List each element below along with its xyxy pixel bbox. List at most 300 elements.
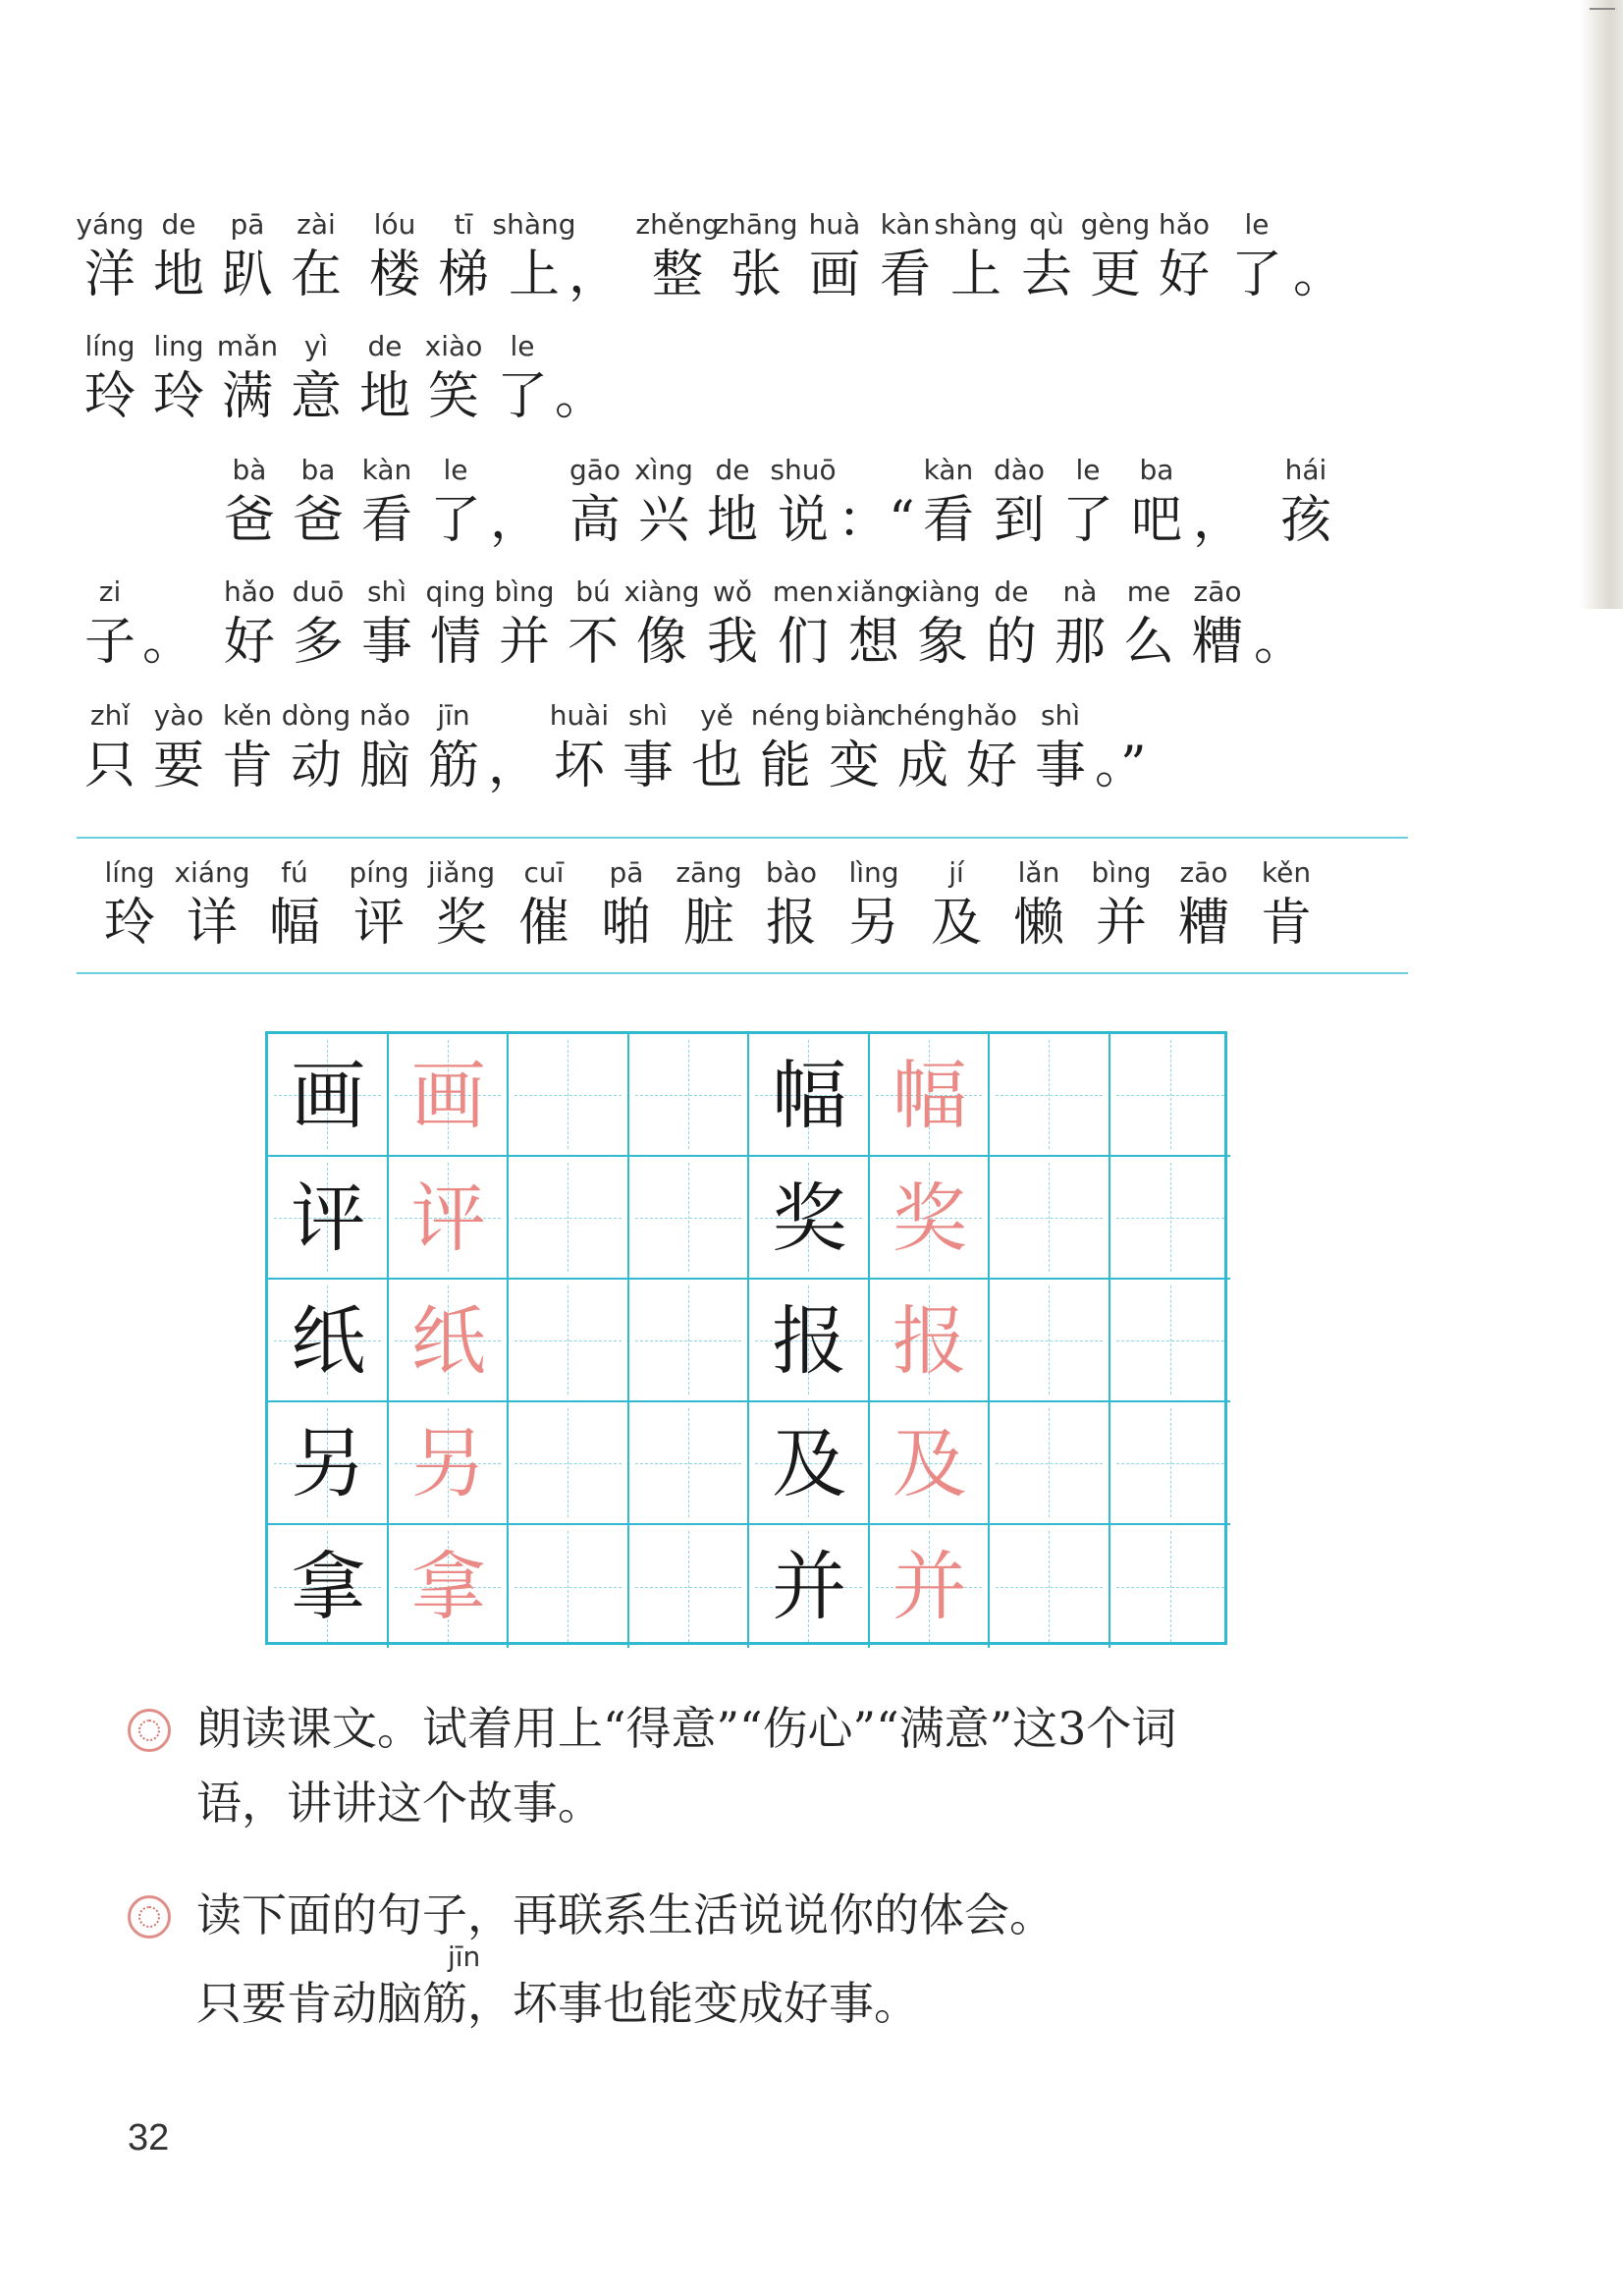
char-cell: [492, 208, 576, 346]
char-cell: [714, 208, 798, 346]
pinyin: yě: [700, 699, 733, 732]
hanzi: 事: [622, 737, 674, 795]
pinyin: de: [161, 208, 196, 241]
pinyin: mǎn: [216, 330, 279, 362]
grid-cell: [629, 1402, 750, 1525]
exercise-2-line2: 只要肯动脑筋，坏事也能变成好事。: [196, 1977, 919, 2030]
grid-cell: [389, 1525, 510, 1648]
char-cell: [142, 575, 211, 713]
hanzi: 了: [1061, 491, 1113, 550]
pinyin: zāo: [1193, 575, 1242, 608]
char-cell: [1254, 575, 1323, 713]
hanzi: 玲: [152, 367, 204, 426]
grid-cell: [990, 1157, 1110, 1280]
pinyin: qù: [1029, 208, 1064, 241]
grid-cell: [629, 1280, 750, 1402]
trace-character: 及: [892, 1420, 967, 1507]
hanzi: 上: [508, 246, 560, 304]
hanzi: 吧: [1130, 491, 1182, 550]
pinyin: huà: [808, 208, 861, 241]
hanzi: 懒: [1012, 894, 1064, 953]
char-cell: [871, 208, 940, 346]
hanzi: 了: [1230, 246, 1282, 304]
exercise-2-pinyin: jīn: [448, 1941, 481, 1973]
char-cell: [76, 330, 144, 467]
pinyin: wǒ: [712, 575, 753, 608]
char-cell: [419, 330, 488, 467]
hanzi: 地: [706, 491, 758, 550]
hanzi: 肯: [221, 737, 273, 795]
pinyin: bào: [765, 856, 818, 889]
char-cell: [282, 208, 351, 346]
hanzi: 玲: [83, 367, 135, 426]
exercise-1-icon: [128, 1709, 171, 1752]
hanzi: 么: [1122, 613, 1174, 672]
hanzi: 了: [429, 491, 481, 550]
pinyin: shì: [1040, 699, 1081, 732]
pinyin: néng: [750, 699, 821, 732]
char-cell: [76, 699, 144, 837]
char-cell: [568, 208, 637, 346]
punctuation: ，: [488, 737, 540, 795]
grid-cell: [268, 1525, 389, 1648]
pinyin: kàn: [923, 454, 974, 486]
punctuation: ，: [1193, 491, 1245, 550]
char-cell: [351, 699, 419, 837]
pinyin: bú: [575, 575, 611, 608]
exercise-2-icon: [128, 1895, 171, 1939]
char-cell: [1122, 454, 1191, 591]
model-character: 及: [772, 1420, 847, 1507]
char-cell: [914, 454, 983, 591]
hanzi: 多: [292, 613, 344, 672]
model-character: 画: [291, 1052, 366, 1139]
hanzi: 梯: [437, 246, 489, 304]
hanzi: 地: [358, 367, 410, 426]
char-cell: [282, 699, 351, 837]
hanzi: 不: [567, 613, 619, 672]
hanzi: 催: [517, 894, 569, 953]
char-cell: [1114, 575, 1183, 713]
hanzi: 详: [186, 894, 238, 953]
pinyin: xiàng: [904, 575, 981, 608]
pinyin: men: [772, 575, 835, 608]
hanzi: 象: [916, 613, 968, 672]
hanzi: 只: [83, 737, 135, 795]
grid-cell: [990, 1280, 1110, 1402]
char-cell: [934, 208, 1018, 346]
pinyin: zhǐ: [89, 699, 131, 732]
punctuation: 。: [555, 367, 607, 426]
hanzi: 能: [759, 737, 811, 795]
line4: [0, 575, 1623, 713]
hanzi: 画: [808, 246, 860, 304]
char-cell: [421, 454, 490, 591]
grid-cell: [749, 1280, 870, 1402]
char-cell: [360, 208, 429, 346]
pinyin: nǎo: [358, 699, 411, 732]
pinyin: pā: [230, 208, 265, 241]
char-cell: [1095, 699, 1163, 837]
pinyin: jí: [948, 856, 964, 889]
char-cell: [698, 454, 767, 591]
model-character: 另: [291, 1420, 366, 1507]
exercise-2-line1: 读下面的句子，再联系生活说说你的体会。: [196, 1888, 1055, 1941]
grid-cell: [389, 1402, 510, 1525]
pinyin: kěn: [1261, 856, 1312, 889]
hanzi: 看: [879, 246, 931, 304]
pinyin: tī: [454, 208, 473, 241]
char-cell: [1293, 208, 1362, 346]
hanzi: 说: [777, 491, 829, 550]
char-cell: [76, 575, 144, 713]
hanzi: 筋: [427, 737, 479, 795]
page-number: 32: [128, 2117, 170, 2159]
punctuation: 。”: [1095, 737, 1147, 795]
pinyin: lóu: [373, 208, 416, 241]
hanzi: 并: [1095, 894, 1147, 953]
pinyin: zài: [297, 208, 336, 241]
char-cell: [429, 208, 498, 346]
hanzi: 幅: [268, 894, 320, 953]
pinyin: zhěng: [635, 208, 720, 241]
pinyin: xiàng: [623, 575, 700, 608]
pinyin: cuī: [523, 856, 565, 889]
pinyin: dòng: [281, 699, 352, 732]
pinyin: zāo: [1179, 856, 1228, 889]
hanzi: 子: [83, 613, 135, 672]
char-cell: [488, 330, 557, 467]
char-cell: [800, 208, 869, 346]
hanzi: 情: [429, 613, 481, 672]
char-cell: [215, 575, 284, 713]
char-cell: [629, 454, 698, 591]
pinyin: shàng: [934, 208, 1018, 241]
char-cell: [1012, 208, 1081, 346]
char-cell: [985, 454, 1054, 591]
hanzi: 玲: [103, 894, 155, 953]
hanzi: 动: [290, 737, 342, 795]
hanzi: 也: [690, 737, 742, 795]
char-cell: [76, 208, 144, 346]
char-cell: [419, 699, 488, 837]
grid-cell: [629, 1034, 750, 1157]
hanzi: 脑: [358, 737, 410, 795]
hanzi: 意: [290, 367, 342, 426]
hanzi: 洋: [83, 246, 135, 304]
vocab-top-rule: [77, 837, 1408, 839]
hanzi: 评: [352, 894, 405, 953]
char-cell: [282, 330, 351, 467]
hanzi: 孩: [1279, 491, 1331, 550]
hanzi: 成: [896, 737, 948, 795]
trace-character: 评: [410, 1175, 486, 1262]
trace-character: 纸: [410, 1297, 486, 1385]
grid-cell: [870, 1157, 991, 1280]
char-cell: [421, 575, 490, 713]
model-character: 纸: [291, 1297, 366, 1385]
pinyin: nà: [1062, 575, 1098, 608]
char-cell: [559, 575, 627, 713]
char-cell: [545, 699, 614, 837]
char-cell: [1193, 454, 1262, 591]
pinyin: jīn: [437, 699, 470, 732]
hanzi: 想: [847, 613, 899, 672]
writing-practice-grid: [265, 1031, 1227, 1645]
hanzi: 整: [651, 246, 703, 304]
char-cell: [836, 575, 912, 713]
pinyin: líng: [84, 330, 135, 362]
pinyin: hǎo: [223, 575, 276, 608]
pinyin: chéng: [881, 699, 965, 732]
trace-character: 奖: [892, 1175, 967, 1262]
model-character: 幅: [772, 1052, 847, 1139]
char-cell: [284, 454, 352, 591]
pinyin: xìng: [634, 454, 693, 486]
pinyin: kàn: [880, 208, 931, 241]
char-cell: [769, 575, 838, 713]
grid-cell: [749, 1034, 870, 1157]
char-cell: [698, 575, 767, 713]
pinyin: bìng: [1091, 856, 1152, 889]
model-character: 拿: [291, 1543, 366, 1630]
punctuation: 。: [142, 613, 194, 672]
punctuation: ，: [490, 491, 542, 550]
line2: [0, 330, 1623, 467]
hanzi: 要: [152, 737, 204, 795]
hanzi: 肯: [1260, 894, 1312, 953]
grid-cell: [389, 1280, 510, 1402]
grid-cell: [629, 1157, 750, 1280]
hanzi: 那: [1054, 613, 1106, 672]
char-cell: [215, 454, 284, 591]
char-cell: [352, 454, 421, 591]
grid-cell: [268, 1034, 389, 1157]
grid-cell: [990, 1034, 1110, 1157]
char-cell: [1054, 454, 1122, 591]
grid-cell: [268, 1280, 389, 1402]
pinyin: biàn: [824, 699, 885, 732]
trace-character: 拿: [410, 1543, 486, 1630]
grid-cell: [268, 1402, 389, 1525]
grid-cell: [870, 1280, 991, 1402]
char-cell: [1150, 208, 1218, 346]
pinyin: le: [510, 330, 535, 362]
trace-character: 另: [410, 1420, 486, 1507]
hanzi: 事: [1034, 737, 1086, 795]
pinyin: hǎo: [1158, 208, 1211, 241]
hanzi: 另: [847, 894, 899, 953]
pinyin: jiǎng: [427, 856, 496, 889]
grid-cell: [870, 1034, 991, 1157]
pinyin: qing: [425, 575, 486, 608]
pinyin: ling: [153, 330, 204, 362]
grid-cell: [749, 1525, 870, 1648]
char-cell: [904, 575, 981, 713]
grid-cell: [870, 1402, 991, 1525]
pinyin: de: [994, 575, 1029, 608]
grid-cell: [509, 1525, 629, 1648]
char-cell: [881, 699, 965, 837]
hanzi: 及: [930, 894, 982, 953]
pinyin: xiào: [424, 330, 483, 362]
char-cell: [1046, 575, 1114, 713]
char-cell: [977, 575, 1046, 713]
pinyin: le: [443, 454, 468, 486]
char-cell: [682, 699, 751, 837]
binding-mark: [1590, 8, 1615, 10]
hanzi: 去: [1020, 246, 1072, 304]
pinyin: gèng: [1080, 208, 1151, 241]
hanzi: 看: [922, 491, 974, 550]
char-cell: [144, 330, 213, 467]
char-cell: [352, 575, 421, 713]
char-cell: [623, 575, 700, 713]
hanzi: 事: [360, 613, 412, 672]
hanzi: 笑: [427, 367, 479, 426]
model-character: 评: [291, 1175, 366, 1262]
trace-character: 报: [892, 1297, 967, 1385]
grid-cell: [1110, 1402, 1231, 1525]
grid-cell: [749, 1402, 870, 1525]
pinyin: de: [715, 454, 750, 486]
hanzi: 我: [706, 613, 758, 672]
char-cell: [1271, 454, 1340, 591]
grid-cell: [1110, 1525, 1231, 1648]
pinyin: zāng: [676, 856, 742, 889]
char-cell: [351, 330, 419, 467]
hanzi: 啪: [600, 894, 652, 953]
char-cell: [769, 454, 838, 591]
punctuation: ，: [568, 246, 621, 304]
hanzi: 糟: [1191, 613, 1243, 672]
pinyin: lìng: [848, 856, 899, 889]
char-cell: [213, 208, 282, 346]
char-cell: [1222, 208, 1291, 346]
hanzi: 并: [498, 613, 550, 672]
grid-cell: [1110, 1157, 1231, 1280]
char-cell: [751, 699, 820, 837]
char-cell: [820, 699, 889, 837]
model-character: 并: [772, 1543, 847, 1630]
hanzi: 变: [828, 737, 880, 795]
pinyin: pā: [609, 856, 644, 889]
model-character: 奖: [772, 1175, 847, 1262]
pinyin: xiǎng: [836, 575, 912, 608]
pinyin: de: [367, 330, 403, 362]
char-cell: [957, 699, 1026, 837]
pinyin: hái: [1284, 454, 1327, 486]
punctuation: 。: [1254, 613, 1306, 672]
char-cell: [213, 330, 282, 467]
punctuation: ：“: [838, 491, 915, 550]
hanzi: 楼: [368, 246, 420, 304]
hanzi: 脏: [682, 894, 734, 953]
hanzi: 糟: [1177, 894, 1229, 953]
pinyin: shàng: [492, 208, 576, 241]
pinyin: shì: [366, 575, 407, 608]
hanzi: 在: [290, 246, 342, 304]
pinyin: yáng: [76, 208, 144, 241]
grid-cell: [1110, 1280, 1231, 1402]
pinyin: ba: [300, 454, 336, 486]
char-cell: [284, 575, 352, 713]
hanzi: 了: [496, 367, 548, 426]
char-cell: [1183, 575, 1252, 713]
vocab-bottom-rule: [77, 972, 1408, 974]
hanzi: 爸: [223, 491, 275, 550]
hanzi: 看: [360, 491, 412, 550]
char-cell: [490, 575, 559, 713]
pinyin: kàn: [361, 454, 412, 486]
hanzi: 像: [635, 613, 687, 672]
hanzi: 坏: [553, 737, 605, 795]
pinyin: líng: [104, 856, 155, 889]
pinyin: xiáng: [174, 856, 250, 889]
grid-cell: [389, 1034, 510, 1157]
hanzi: 到: [993, 491, 1045, 550]
pinyin: lǎn: [1017, 856, 1060, 889]
char-cell: [490, 454, 559, 591]
pinyin: fú: [281, 856, 308, 889]
grid-cell: [990, 1402, 1110, 1525]
hanzi: 报: [765, 894, 817, 953]
pinyin: dào: [993, 454, 1046, 486]
hanzi: 更: [1089, 246, 1141, 304]
grid-cell: [1110, 1034, 1231, 1157]
pinyin: me: [1126, 575, 1171, 608]
pinyin: zhāng: [714, 208, 798, 241]
pinyin: yào: [153, 699, 204, 732]
grid-cell: [268, 1157, 389, 1280]
char-cell: [555, 330, 623, 467]
hanzi: 兴: [637, 491, 689, 550]
pinyin: kěn: [222, 699, 273, 732]
grid-cell: [509, 1034, 629, 1157]
char-cell: [144, 208, 213, 346]
char-cell: [838, 454, 915, 591]
pinyin: gāo: [568, 454, 622, 486]
char-cell: [213, 699, 282, 837]
pinyin: le: [1244, 208, 1270, 241]
line5: [0, 699, 1623, 837]
hanzi: 好: [223, 613, 275, 672]
grid-cell: [870, 1525, 991, 1648]
pinyin: ba: [1139, 454, 1174, 486]
hanzi: 张: [730, 246, 782, 304]
line1: [0, 208, 1623, 346]
hanzi: 满: [221, 367, 273, 426]
grid-cell: [509, 1157, 629, 1280]
exercise-1-line1: 朗读课文。试着用上“得意”“伤心”“满意”这3个词: [196, 1702, 1177, 1755]
hanzi: 高: [568, 491, 621, 550]
pinyin: yì: [303, 330, 329, 362]
hanzi: 上: [949, 246, 1001, 304]
pinyin: hǎo: [965, 699, 1018, 732]
pinyin: huài: [549, 699, 610, 732]
hanzi: 好: [965, 737, 1017, 795]
grid-cell: [749, 1157, 870, 1280]
hanzi: 爸: [292, 491, 344, 550]
hanzi: 趴: [221, 246, 273, 304]
pinyin: píng: [349, 856, 409, 889]
hanzi: 好: [1158, 246, 1210, 304]
pinyin: zi: [98, 575, 122, 608]
pinyin: bà: [232, 454, 267, 486]
char-cell: [635, 208, 720, 346]
model-character: 报: [772, 1297, 847, 1385]
trace-character: 幅: [892, 1052, 967, 1139]
